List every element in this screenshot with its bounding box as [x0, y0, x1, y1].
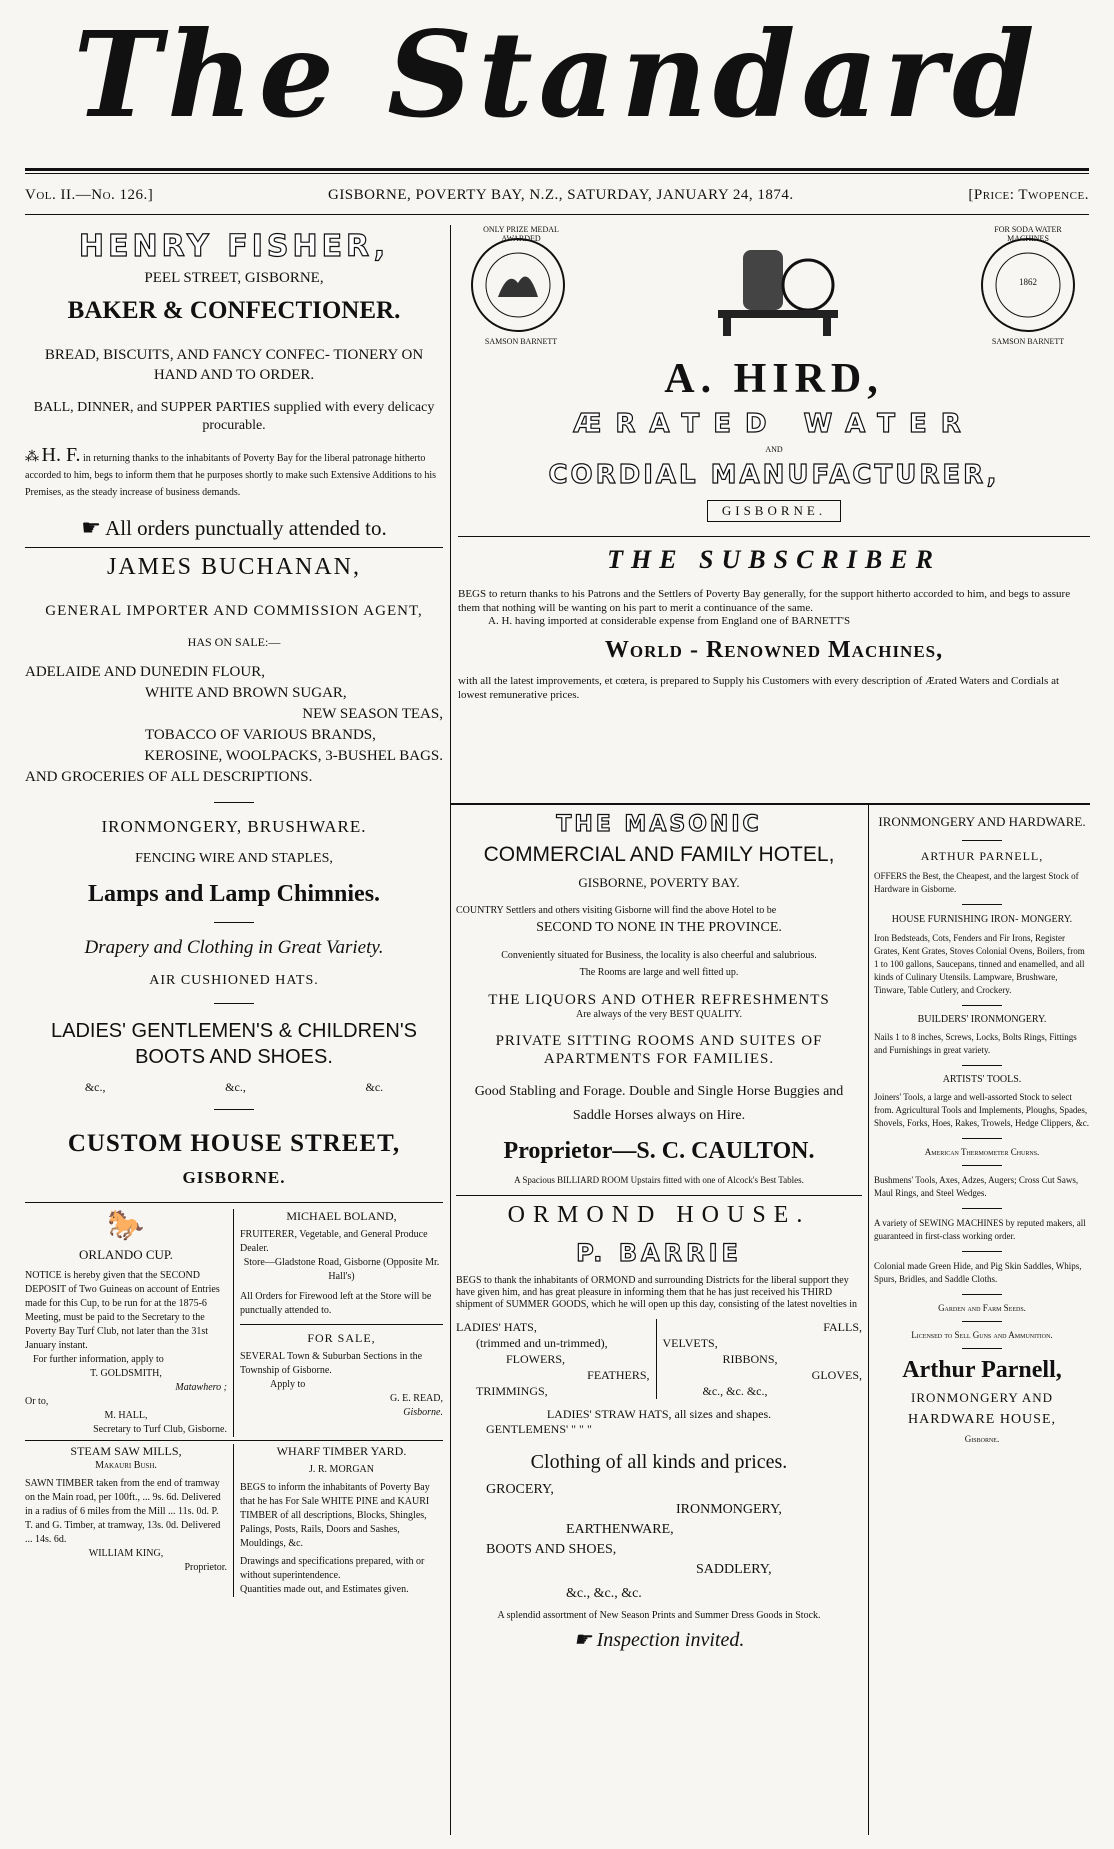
fisher-orders-text: All orders punctually attended to.: [105, 516, 387, 540]
boland-ad: [234, 1209, 443, 1437]
hird-illustrations: [458, 225, 1090, 355]
hird-name: A. HIRD,: [664, 356, 884, 402]
wharf-ad: [234, 1444, 443, 1597]
masonic-liquors: THE LIQUORS AND OTHER REFRESHMENTS: [488, 992, 830, 1008]
small-ads-row-2: [25, 1444, 443, 1597]
list-item: SADDLERY,: [696, 1562, 772, 1577]
rule: [214, 922, 254, 923]
list-item: ADELAIDE AND DUNEDIN FLOUR,: [25, 664, 265, 680]
medal-left-name: SAMSON BARNETT: [484, 337, 558, 346]
rule: [240, 1324, 443, 1325]
ormond-title: ORMOND HOUSE.: [507, 1202, 811, 1228]
list-item: LADIES' HATS,: [456, 1320, 537, 1334]
list-item: TRIMMINGS,: [476, 1384, 548, 1398]
forsale-place: Gisborne.: [403, 1407, 443, 1418]
parnell-artists-text: Joiners' Tools, a large and well-assorted Stock to select from. Agricultural Tools and Implements, Ploughs, Spades, Shovels, Forks, Hoes, Rakes, Trowels, Hedge Clippers, &c.: [874, 1092, 1089, 1128]
ormond-begs: BEGS to thank the inhabitants of ORMOND and surrounding Districts for the liberal support they have given him, and has great pleasure in informing them that he has just received his THIRD shipment of SUMMER GOODS, which he will open up this day, consisting of the latest novelties in: [456, 1275, 857, 1310]
rule: [962, 840, 1002, 841]
ormond-goods-right: [657, 1319, 863, 1399]
masthead-rule: [25, 168, 1089, 174]
buchanan-street: CUSTOM HOUSE STREET,: [67, 1130, 401, 1157]
masonic-rooms: The Rooms are large and well fitted up.: [579, 967, 739, 978]
parnell-sewing: A variety of SEWING MACHINES by reputed makers, all guaranteed in first-class working order.: [874, 1218, 1086, 1241]
forsale-name: G. E. READ,: [389, 1393, 443, 1404]
issue-price: [Price: Twopence.: [968, 186, 1089, 203]
hird-machines: World - Renowned Machines,: [604, 637, 944, 663]
parnell-iron2: IRONMONGERY AND: [911, 1390, 1053, 1405]
pointing-hand-icon: ☛: [81, 515, 101, 540]
list-item: IRONMONGERY,: [676, 1502, 782, 1517]
parnell-house-text: Iron Bedsteads, Cots, Fenders and Fir Irons, Register Grates, Kent Grates, Stoves Colonial Ovens, Boilers, from 1 to 100 gallons, Saucepans, tinned and enamelled, and all kinds of Culinary Utensils. Lampware, Brushware, Tinware, Table Cutlery, and Crockery.: [874, 933, 1085, 995]
parnell-heading: IRONMONGERY AND HARDWARE.: [878, 814, 1086, 829]
sawmills-role: Proprietor.: [184, 1562, 227, 1573]
ormond-gents: GENTLEMENS' " " ": [486, 1422, 592, 1436]
masonic-billiard: A Spacious BILLIARD ROOM Upstairs fitted with one of Alcock's Best Tables.: [514, 1175, 804, 1185]
orlando-apply: For further information, apply to: [33, 1354, 164, 1365]
medal-right-name: SAMSON BARNETT: [991, 337, 1065, 346]
fisher-orders: [25, 515, 443, 541]
dateline-rule: [25, 214, 1089, 215]
list-item: GROCERY,: [486, 1482, 554, 1497]
buchanan-lamps: Lamps and Lamp Chimnies.: [87, 881, 381, 907]
fisher-notice-text: in returning thanks to the inhabitants of Poverty Bay for the liberal patronage hitherto accorded to him, begs to inform them that he purposes shortly to make such Extensive Additions to his Premises, as the steady increase of business demands.: [25, 453, 437, 498]
list-item: FEATHERS,: [587, 1368, 650, 1382]
rule: [214, 802, 254, 803]
boland-store: Store—Gladstone Road, Gisborne (Opposite Mr. Hall's): [243, 1257, 440, 1282]
sawmills-name: WILLIAM KING,: [88, 1548, 164, 1559]
list-item: KEROSINE, WOOLPACKS, 3-BUSHEL BAGS.: [144, 748, 443, 764]
hird-subscriber: THE SUBSCRIBER: [607, 545, 941, 574]
wharf-text: BEGS to inform the inhabitants of Poverty Bay that he has For Sale WHITE PINE and KAURI TIMBER of all descriptions, Blocks, Shingles, Palings, Posts, Rails, Doors and Sashes, Mouldings, &c.: [240, 1482, 430, 1549]
fisher-address: PEEL STREET, GISBORNE,: [144, 270, 324, 286]
hird-cordial: CORDIAL MANUFACTURER,: [548, 460, 1000, 490]
parnell-ad: [874, 812, 1090, 1444]
parnell-gisborne: Gisborne.: [964, 1434, 1000, 1444]
rule: [25, 1202, 443, 1203]
ormond-prints: A splendid assortment of New Season Prints and Summer Dress Goods in Stock.: [497, 1610, 821, 1621]
parnell-name: ARTHUR PARNELL,: [920, 849, 1044, 863]
orlando-title: ORLANDO CUP.: [79, 1247, 173, 1262]
medal-left-icon: [468, 235, 568, 335]
forsale-apply: Apply to: [270, 1379, 306, 1390]
ormond-clothing: Clothing of all kinds and prices.: [530, 1451, 788, 1473]
parnell-seeds: Garden and Farm Seeds.: [938, 1303, 1026, 1313]
boland-text: FRUITERER, Vegetable, and General Produce Dealer.: [240, 1229, 428, 1254]
hird-imported: A. H. having imported at considerable expense from England one of BARNETT'S: [488, 615, 851, 627]
parnell-churns: American Thermometer Churns.: [924, 1147, 1040, 1157]
rule: [962, 1321, 1002, 1322]
list-item: WHITE AND BROWN SUGAR,: [145, 685, 347, 701]
fisher-parties: BALL, DINNER, and SUPPER PARTIES supplied with every delicacy procurable.: [33, 400, 435, 433]
wharf-name: J. R. MORGAN: [308, 1464, 374, 1475]
buchanan-ironmongery: IRONMONGERY, BRUSHWARE.: [101, 817, 367, 836]
column-left: [25, 225, 443, 1597]
list-item: FLOWERS,: [506, 1352, 566, 1366]
hird-ad: [458, 225, 1090, 702]
issue-date: GISBORNE, POVERTY BAY, N.Z., SATURDAY, JANUARY 24, 1874.: [327, 186, 794, 203]
rule: [214, 1003, 254, 1004]
masonic-title: THE MASONIC: [556, 812, 762, 837]
rule: [25, 547, 443, 548]
ormond-goods-left: [456, 1319, 657, 1399]
sawmills-sub: Makauri Bush.: [95, 1460, 157, 1471]
machine-icon: [698, 230, 848, 340]
hird-ribbon: [458, 500, 1090, 522]
sawmills-text: SAWN TIMBER taken from the end of tramway on the Main road, per 100ft., ... 9s. 6d. Delivered in a radius of 6 miles from the Mill ... 11s. 0d. P. T. and G. Timber, at tramway, 13s. 0d. Delivered ... 14s. 6d.: [25, 1478, 221, 1545]
sawmills-ad: [25, 1444, 234, 1597]
hird-begs: BEGS to return thanks to his Patrons and the Settlers of Poverty Bay generally, for the support hitherto accorded to him, and begs to assure them that nothing will be wanting on his part to merit a continuance of the same.: [458, 588, 1071, 614]
masonic-place: GISBORNE, POVERTY BAY.: [578, 875, 740, 890]
fisher-trade: BAKER & CONFECTIONER.: [67, 297, 401, 324]
wharf-drawings: Drawings and specifications prepared, with or without superintendence.: [240, 1556, 425, 1581]
ormond-inspection: [456, 1627, 862, 1652]
rule: [962, 1165, 1002, 1166]
forsale-title: FOR SALE,: [307, 1331, 376, 1345]
orlando-name2: M. HALL,: [104, 1410, 148, 1421]
list-item: FALLS,: [823, 1320, 862, 1334]
list-item: EARTHENWARE,: [566, 1522, 674, 1537]
list-item: &c., &c. &c.,: [702, 1384, 768, 1398]
buchanan-hats: AIR CUSHIONED HATS.: [149, 973, 319, 988]
parnell-offers: OFFERS the Best, the Cheapest, and the largest Stock of Hardware in Gisborne.: [874, 871, 1079, 894]
wharf-quantities: Quantities made out, and Estimates given.: [240, 1584, 409, 1595]
masonic-second: SECOND TO NONE IN THE PROVINCE.: [536, 920, 782, 935]
masonic-proprietor: Proprietor—S. C. CAULTON.: [503, 1138, 815, 1164]
buchanan-etc: [25, 1080, 443, 1095]
parnell-tools: Bushmens' Tools, Axes, Adzes, Augers; Cross Cut Saws, Maul Rings, and Steel Wedges.: [874, 1175, 1079, 1198]
hird-town: GISBORNE.: [707, 500, 841, 522]
list-item: NEW SEASON TEAS,: [302, 706, 443, 722]
etc-text: &c.,: [84, 1080, 106, 1094]
medal-right-year: 1862: [1019, 277, 1037, 287]
masthead-title: The Standard: [73, 5, 1041, 144]
wharf-title: WHARF TIMBER YARD.: [276, 1444, 407, 1458]
buchanan-sale: HAS ON SALE:—: [187, 635, 281, 649]
orlando-secretary: Secretary to Turf Club, Gisborne.: [93, 1424, 227, 1435]
rule: [962, 904, 1002, 905]
etc-text: &c.: [365, 1080, 384, 1094]
rule: [962, 1138, 1002, 1139]
buchanan-boots: LADIES' GENTLEMEN'S & CHILDREN'S BOOTS AND SHOES.: [51, 1020, 417, 1068]
etc-text: &c.,: [225, 1080, 246, 1094]
orlando-place1: Matawhero ;: [175, 1382, 227, 1393]
ormond-inspection-text: Inspection invited.: [596, 1629, 745, 1651]
orlando-text: NOTICE is hereby given that the SECOND DEPOSIT of Two Guineas on account of Entries made for this Cup, to be run for at the 1875-6 Meeting, must be paid to the Secretary to the Poverty Bay Turf Club, not later than the 31st January instant.: [25, 1270, 220, 1351]
hird-aerated: ÆRATED WATER: [573, 409, 975, 439]
parnell-guns: Licensed to Sell Guns and Ammunition.: [911, 1330, 1053, 1340]
buchanan-name: JAMES BUCHANAN,: [106, 554, 362, 580]
column-divider: [450, 225, 451, 1835]
parnell-house: HOUSE FURNISHING IRON- MONGERY.: [891, 914, 1073, 925]
rule: [458, 536, 1090, 537]
medal-right-text: FOR SODA WATER MACHINES: [994, 225, 1062, 243]
masthead: [0, 0, 1114, 170]
buchanan-role: GENERAL IMPORTER AND COMMISSION AGENT,: [45, 603, 423, 619]
column-divider: [868, 805, 869, 1835]
sawmills-title: STEAM SAW MILLS,: [70, 1444, 182, 1458]
buchanan-drapery: Drapery and Clothing in Great Variety.: [84, 937, 384, 958]
rule: [456, 1195, 862, 1196]
horse-icon: 🐎: [107, 1209, 145, 1242]
rule: [962, 1251, 1002, 1252]
fisher-notice: [25, 444, 443, 501]
parnell-colonial: Colonial made Green Hide, and Pig Skin Saddles, Whips, Spurs, Bridles, and Saddle Cloths.: [874, 1261, 1082, 1284]
medal-left-text: ONLY PRIZE MEDAL AWARDED: [483, 225, 559, 243]
section-rule: [450, 803, 1090, 805]
ormond-goods: [456, 1319, 862, 1399]
rule: [962, 1005, 1002, 1006]
list-item: GLOVES,: [811, 1368, 862, 1382]
boland-name: MICHAEL BOLAND,: [286, 1209, 397, 1223]
rule: [962, 1208, 1002, 1209]
orlando-ad: [25, 1209, 234, 1437]
hird-and: AND: [765, 445, 783, 454]
rule: [25, 1440, 443, 1441]
masonic-country: COUNTRY Settlers and others visiting Gisborne will find the above Hotel to be: [456, 905, 777, 916]
parnell-builders-text: Nails 1 to 8 inches, Screws, Locks, Bolts Rings, Fittings and Furnishings in great variety.: [874, 1032, 1077, 1055]
boland-orders: All Orders for Firewood left at the Store will be punctually attended to.: [240, 1291, 432, 1316]
pointing-hand-icon: ☛: [573, 1629, 592, 1651]
rule: [962, 1065, 1002, 1066]
small-ads-row-1: [25, 1209, 443, 1437]
fisher-bread: BREAD, BISCUITS, AND FANCY CONFEC- TIONERY ON HAND AND TO ORDER.: [44, 347, 424, 383]
parnell-builders: BUILDERS' IRONMONGERY.: [917, 1014, 1047, 1025]
parnell-signature: Arthur Parnell,: [902, 1357, 1062, 1383]
list-item: &c., &c., &c.: [566, 1586, 642, 1601]
list-item: AND GROCERIES OF ALL DESCRIPTIONS.: [25, 769, 313, 785]
hird-improvements: with all the latest improvements, et cœtera, is prepared to Supply his Customers with every description of Ærated Waters and Cordials at lowest remunerative prices.: [458, 675, 1060, 701]
list-item: (trimmed and un-trimmed),: [476, 1336, 608, 1350]
ormond-items: [456, 1480, 862, 1606]
masonic-hotel: COMMERCIAL AND FAMILY HOTEL,: [483, 843, 835, 866]
masonic-stabling: Good Stabling and Forage. Double and Single Horse Buggies and Saddle Horses always on Hire.: [474, 1084, 844, 1123]
list-item: VELVETS,: [662, 1336, 718, 1350]
rule: [962, 1294, 1002, 1295]
parnell-artists: ARTISTS' TOOLS.: [942, 1074, 1022, 1085]
masonic-private: PRIVATE SITTING ROOMS AND SUITES OF APARTMENTS FOR FAMILIES.: [495, 1033, 823, 1067]
buchanan-list: [25, 662, 443, 788]
buchanan-fencing: FENCING WIRE AND STAPLES,: [135, 851, 333, 866]
list-item: BOOTS AND SHOES,: [486, 1542, 617, 1557]
rule: [214, 1109, 254, 1110]
fisher-name: HENRY FISHER,: [78, 229, 390, 264]
asterism-icon: ⁂: [25, 450, 39, 465]
fisher-initials: H. F.: [41, 444, 81, 466]
forsale-text: SEVERAL Town & Suburban Sections in the Township of Gisborne.: [240, 1351, 423, 1376]
masonic-ad: [456, 812, 862, 1652]
volume-number: Vol. II.—No. 126.]: [25, 186, 154, 203]
list-item: RIBBONS,: [722, 1352, 778, 1366]
orlando-name1: T. GOLDSMITH,: [90, 1368, 162, 1379]
dateline: [25, 180, 1089, 210]
ormond-straw: LADIES' STRAW HATS, all sizes and shapes.: [546, 1407, 772, 1421]
orlando-or: Or to,: [25, 1396, 49, 1407]
list-item: TOBACCO OF VARIOUS BRANDS,: [145, 727, 376, 743]
rule: [962, 1348, 1002, 1349]
masonic-quality: Are always of the very BEST QUALITY.: [576, 1009, 742, 1020]
ormond-name: P. BARRIE: [576, 1239, 742, 1267]
buchanan-town: GISBORNE.: [182, 1168, 286, 1187]
parnell-hardware-house: HARDWARE HOUSE,: [908, 1412, 1056, 1427]
masonic-situated: Conveniently situated for Business, the locality is also cheerful and salubrious.: [501, 950, 817, 961]
